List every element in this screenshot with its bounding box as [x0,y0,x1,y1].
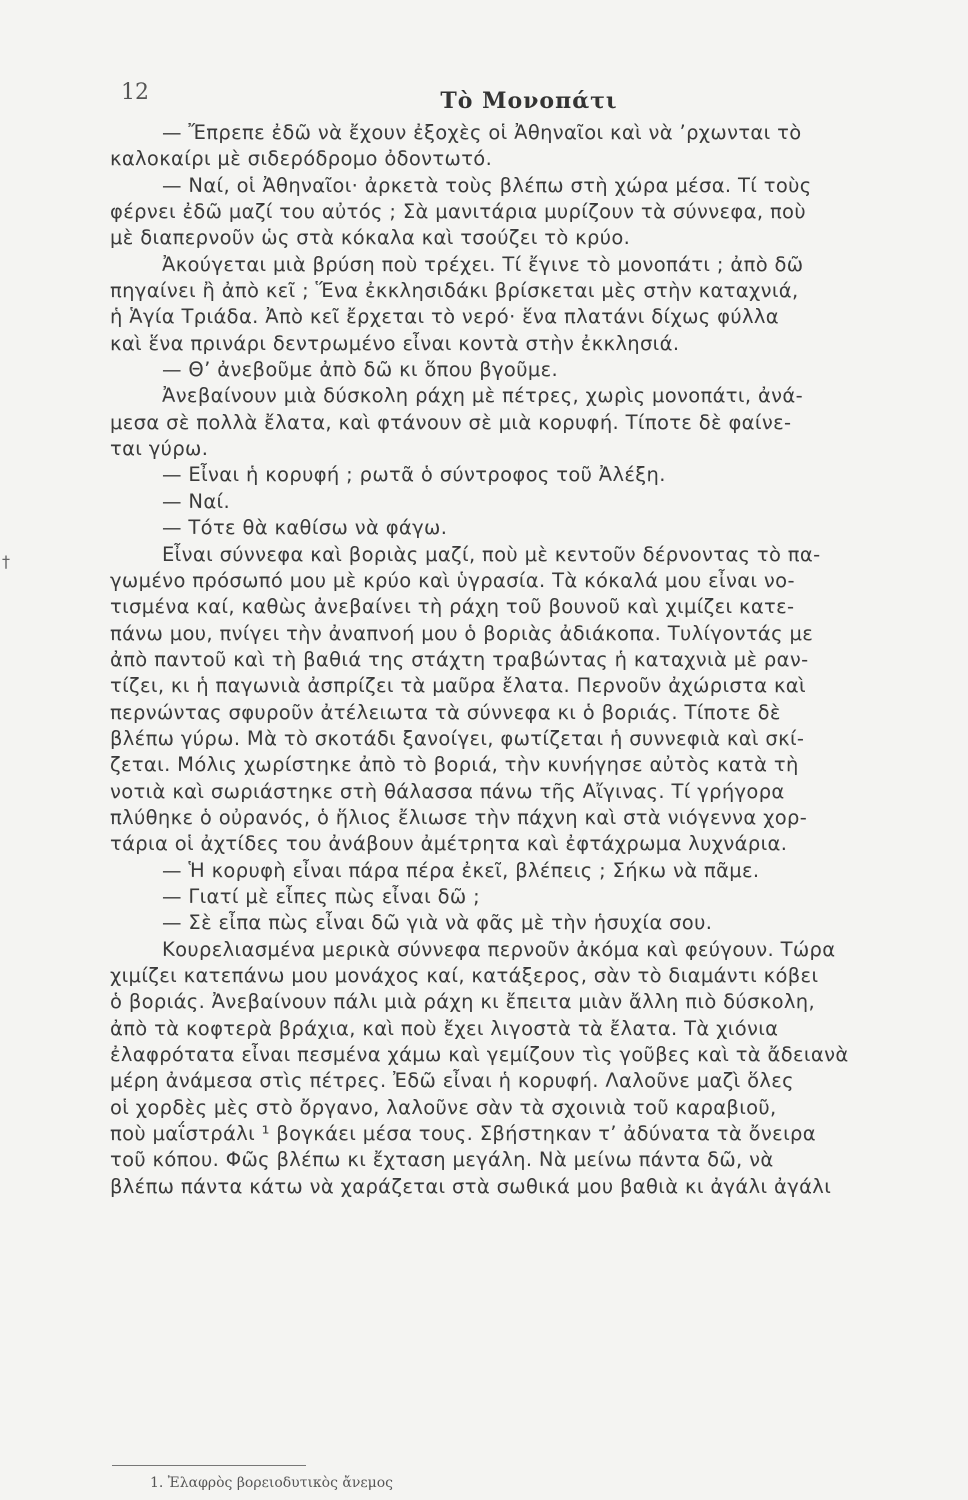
text-line: Ἀνεβαίνουν μιὰ δύσκολη ράχη μὲ πέτρες, χωρὶς μονοπάτι, ἀνά- [162,384,803,408]
text-line: καὶ ἕνα πρινάρι δεντρωμένο εἶναι κοντὰ στὴν ἐκκλησιά. [110,331,680,355]
text-line: ἐλαφρότατα εἶναι πεσμένα χάμω καὶ γεμίζουν τὶς γοῦβες καὶ τὰ ἄδειανὰ [110,1043,849,1067]
text-line: νοτιὰ καὶ σωριάστηκε στὴ θάλασσα πάνω τῆς Αἴγινας. Τί γρήγορα [110,779,785,803]
text-line: πηγαίνει ἢ ἀπὸ κεῖ ; Ἕνα ἐκκλησιδάκι βρίσκεται μὲς στὴν καταχνιά, [110,279,799,303]
text-line: περνώντας σφυροῦν ἀτέλειωτα τὰ σύννεφα κι ὁ βοριάς. Τίποτε δὲ [110,700,781,724]
text-line: — Γιατί μὲ εἶπες πὼς εἶναι δῶ ; [162,884,481,908]
text-line: — Ἔπρεπε ἐδῶ νὰ ἔχουν ἐξοχὲς οἱ Ἀθηναῖοι καὶ νὰ ’ρχωνται τὸ [162,121,802,144]
text-line: — Ναί, οἱ Ἀθηναῖοι· ἀρκετὰ τοὺς βλέπω στὴ χώρα μέσα. Τί τοὺς [162,173,812,197]
text-line: φέρνει ἐδῶ μαζί του αὐτός ; Σὰ μανιτάρια μυρίζουν τὰ σύννεφα, ποὺ [110,200,806,224]
text-line: Ἀκούγεται μιὰ βρύση ποὺ τρέχει. Τί ἔγινε τὸ μονοπάτι ; ἀπὸ δῶ [162,252,804,276]
text-line: ἡ Ἁγία Τριάδα. Ἀπὸ κεῖ ἔρχεται τὸ νερό· ἕνα πλατάνι δίχως φύλλα [110,305,779,329]
footnote: 1. Ἐλαφρὸς βορειοδυτικὸς ἄνεμος [150,1475,393,1491]
text-line: τισμένα καί, καθὼς ἀνεβαίνει τὴ ράχη τοῦ βουνοῦ καὶ χιμίζει κατε- [110,595,795,619]
footnote-divider [112,1465,306,1466]
text-line: ἀπὸ παντοῦ καὶ τὴ βαθιά της στάχτη τραβώντας ἡ καταχνιὰ μὲ ραν- [110,647,809,671]
text-line: ἀπὸ τὰ κοφτερὰ βράχια, καὶ ποὺ ἔχει λιγοστὰ τὰ ἔλατα. Τὰ χιόνια [110,1016,779,1040]
text-line: — Σὲ εἶπα πὼς εἶναι δῶ γιὰ νὰ φᾶς μὲ τὴν ἡσυχία σου. [162,911,713,935]
text-line: καλοκαίρι μὲ σιδερόδρομο ὀδοντωτό. [110,147,493,171]
text-line: τάρια οἱ ἀχτίδες του ἀνάβουν ἀμέτρητα καὶ ἐφτάχρωμα λυχνάρια. [110,832,788,856]
text-line: χιμίζει κατεπάνω μου μονάχος καί, κατάξερος, σὰν τὸ διαμάντι κόβει [110,964,819,987]
text-line: βλέπω γύρω. Μὰ τὸ σκοτάδι ξανοίγει, φωτίζεται ἡ συννεφιὰ καὶ σκί- [110,726,805,750]
text-line: — Θ’ ἀνεβοῦμε ἀπὸ δῶ κι ὅπου βγοῦμε. [162,358,559,382]
page-number: 12 [121,80,149,105]
text-line: — Ἡ κορυφὴ εἶναι πάρα πέρα ἐκεῖ, βλέπεις ; Σήκω νὰ πᾶμε. [162,858,760,882]
text-line: μέρη ἀνάμεσα στὶς πέτρες. Ἐδῶ εἶναι ἡ κορυφή. Λαλοῦνε μαζὶ ὅλες [110,1069,794,1093]
text-line: ποὺ μαΐστράλι ¹ βογκάει μέσα τους. Σβήστηκαν τ’ ἀδύνατα τὰ ὄνειρα [110,1122,816,1146]
text-line: Κουρελιασμένα μερικὰ σύννεφα περνοῦν ἀκόμα καὶ φεύγουν. Τώρα [162,937,836,961]
text-line: τίζει, κι ἡ παγωνιὰ ἀσπρίζει τὰ μαῦρα ἔλατα. Περνοῦν ἀχώριστα καὶ [110,674,806,698]
text-line: γωμένο πρόσωπό μου μὲ κρύο καὶ ὑγρασία. Τὰ κόκαλά μου εἶναι νο- [110,568,795,592]
text-line: πάνω μου, πνίγει τὴν ἀναπνοή μου ὁ βοριὰς ἀδιάκοπα. Τυλίγοντάς με [110,621,814,645]
running-head-title: Τὸ Μονοπάτι [440,88,618,114]
text-line: πλύθηκε ὁ οὐρανός, ὁ ἥλιος ἔλιωσε τὴν πάχνη καὶ στὰ νιόγεννα χορ- [110,805,808,829]
text-line: — Τότε θὰ καθίσω νὰ φάγω. [162,516,448,540]
text-line: ζεται. Μόλις χωρίστηκε ἀπὸ τὸ βοριά, τὴν κυνήγησε αὐτὸς κατὰ τὴ [110,753,799,777]
text-line: ται γύρω. [110,437,209,461]
text-line: Εἶναι σύννεφα καὶ βοριὰς μαζί, ποὺ μὲ κεντοῦν δέρνοντας τὸ πα- [162,542,821,566]
text-line: μὲ διαπερνοῦν ὡς στὰ κόκαλα καὶ τσούζει τὸ κρύο. [110,226,631,250]
text-line: — Ναί. [162,489,231,513]
text-line: μεσα σὲ πολλὰ ἔλατα, καὶ φτάνουν σὲ μιὰ κορυφή. Τίποτε δὲ φαίνε- [110,410,792,434]
margin-mark: † [2,552,10,571]
body-text [110,120,962,1200]
text-line: ὁ βοριάς. Ἀνεβαίνουν πάλι μιὰ ράχη κι ἔπειτα μιὰν ἄλλη πιὸ δύσκολη, [110,990,816,1014]
text-line: βλέπω πάντα κάτω νὰ χαράζεται στὰ σωθικά μου βαθιὰ κι ἀγάλι ἀγάλι [110,1174,832,1198]
text-line: τοῦ κόπου. Φῶς βλέπω κι ἔχταση μεγάλη. Νὰ μείνω πάντα δῶ, νὰ [110,1148,774,1172]
text-line: οἱ χορδὲς μὲς στὸ ὄργανο, λαλοῦνε σὰν τὰ σχοινιὰ τοῦ καραβιοῦ, [110,1095,777,1119]
text-line: — Εἶναι ἡ κορυφή ; ρωτᾶ ὁ σύντροφος τοῦ Ἀλέξη. [162,463,666,487]
